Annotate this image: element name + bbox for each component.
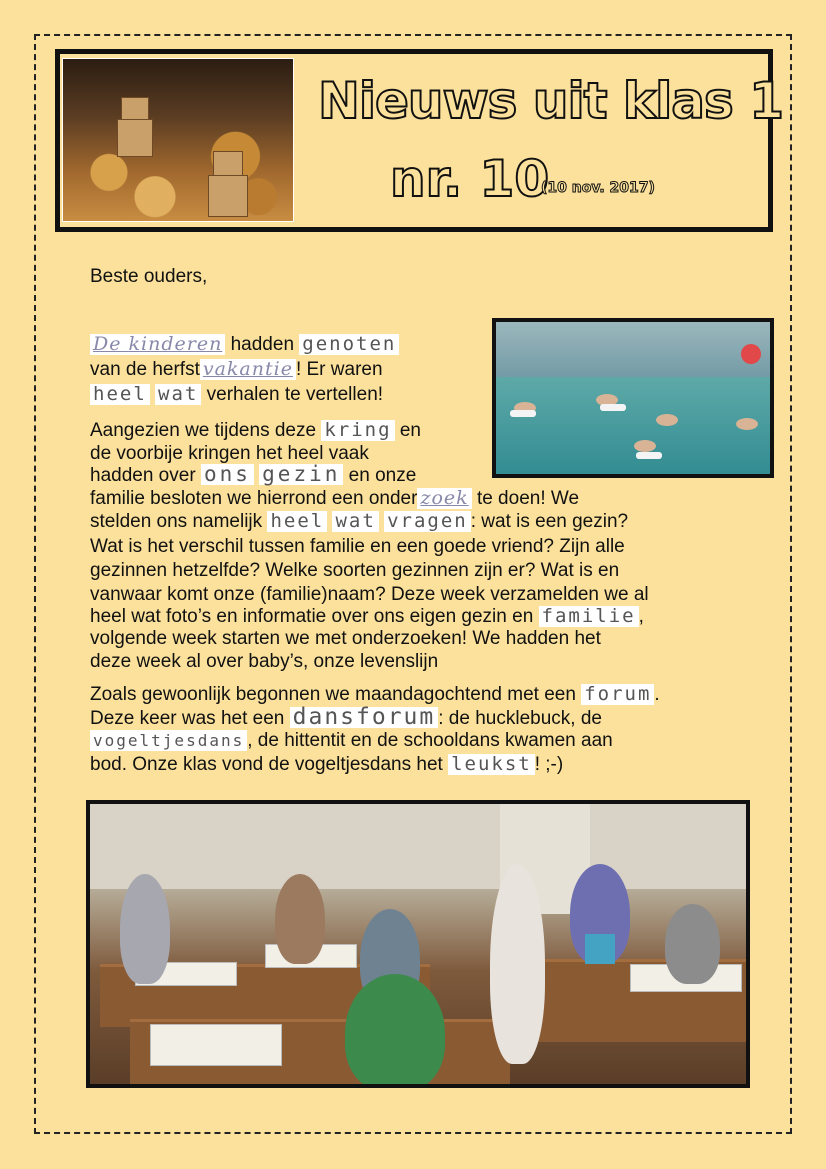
- word-chip: ons: [201, 464, 254, 485]
- text-run: en onze: [348, 465, 417, 486]
- swim-board: [600, 404, 626, 411]
- swim-board: [636, 452, 662, 459]
- paragraph-line: Wat is het verschil tussen familie en een goede vriend? Zijn alle: [90, 536, 625, 557]
- word-chip: forum: [581, 684, 654, 705]
- paragraph-line: [90, 511, 628, 532]
- paragraph-line: [90, 754, 563, 775]
- text-run: , de hittentit en de schooldans kwamen aan: [247, 730, 613, 751]
- word-chip: kring: [321, 420, 394, 441]
- text-run: Zoals gewoonlijk begonnen we maandagochtend met een: [90, 684, 576, 705]
- classroom-photo: [86, 800, 750, 1088]
- newsletter-title: Nieuws uit klas 1: [318, 72, 783, 130]
- word-chip: leukst: [448, 754, 535, 775]
- paragraph-line: gezinnen hetzelfde? Welke soorten gezinnen zijn er? Wat is en: [90, 560, 620, 581]
- text-run: bod. Onze klas vond de vogeltjesdans het: [90, 754, 443, 775]
- paragraph-line: vanwaar komt onze (familie)naam? Deze week verzamelden we al: [90, 584, 649, 605]
- child: [275, 874, 325, 964]
- swimmer: [634, 440, 656, 452]
- word-chip: wat: [332, 511, 378, 532]
- word-chip: gezin: [259, 464, 343, 485]
- paragraph-line: de voorbije kringen het heel vaak: [90, 443, 369, 464]
- paragraph-line: [90, 684, 660, 705]
- text-run: : de hucklebuck, de: [438, 708, 602, 729]
- swimmer: [736, 418, 758, 430]
- word-chip: vragen: [384, 511, 471, 532]
- text-run: van de herfst: [90, 359, 200, 380]
- word-chip: dansforum: [290, 707, 439, 728]
- robot-figure-body: [117, 119, 153, 157]
- greeting: Beste ouders,: [90, 266, 208, 287]
- paragraph-line: [90, 420, 421, 441]
- text-run: .: [654, 684, 660, 705]
- child: [120, 874, 170, 984]
- paragraph-line: [90, 606, 644, 627]
- text-run: ! Er waren: [295, 359, 383, 380]
- paragraph-line: [90, 384, 383, 405]
- child: [665, 904, 720, 984]
- issue-number: nr. 10: [390, 150, 550, 208]
- robot-figure-head: [121, 97, 149, 121]
- paragraph-line: deze week al over baby’s, onze levenslijn: [90, 651, 439, 672]
- word-chip: familie: [539, 606, 639, 627]
- paragraph-line: [90, 359, 383, 380]
- word-chip: heel: [267, 511, 327, 532]
- paragraph-line: volgende week starten we met onderzoeken! We hadden het: [90, 628, 601, 649]
- text-run: ! ;-): [534, 754, 564, 775]
- classroom-wall: [90, 804, 746, 889]
- text-run: stelden ons namelijk: [90, 511, 263, 532]
- paragraph-line: [90, 334, 399, 355]
- pool-water: [496, 377, 770, 478]
- text-run: en: [399, 420, 421, 441]
- text-run: hadden: [230, 334, 295, 355]
- word-chip: De kinderen: [90, 334, 225, 355]
- text-run: Deze keer was het een: [90, 708, 285, 729]
- word-chip: vakantie: [200, 359, 296, 380]
- paragraph-line: [90, 730, 613, 751]
- drawing-paper: [150, 1024, 282, 1066]
- folder-stand: [585, 934, 615, 964]
- paragraph-line: [90, 488, 579, 509]
- text-run: heel wat foto’s en informatie over ons eigen gezin en: [90, 606, 534, 627]
- text-run: verhalen te vertellen!: [206, 384, 384, 405]
- child: [490, 864, 545, 1064]
- robot-figure-head: [213, 151, 243, 177]
- text-run: ,: [638, 606, 644, 627]
- issue-date: (10 nov. 2017): [541, 180, 655, 196]
- text-run: hadden over: [90, 465, 196, 486]
- swimmer: [656, 414, 678, 426]
- word-chip: vogeltjesdans: [90, 730, 247, 751]
- child: [345, 974, 445, 1088]
- autumn-leaves-photo: [62, 58, 294, 222]
- swimming-pool-photo: [492, 318, 774, 478]
- robot-figure-body: [208, 175, 248, 217]
- float-ring: [741, 344, 761, 364]
- word-chip: zoek: [417, 488, 471, 509]
- word-chip: wat: [155, 384, 201, 405]
- text-run: Aangezien we tijdens deze: [90, 420, 317, 441]
- word-chip: genoten: [299, 334, 399, 355]
- text-run: : wat is een gezin?: [470, 511, 629, 532]
- paragraph-line: [90, 704, 602, 730]
- word-chip: heel: [90, 384, 150, 405]
- paragraph-line: [90, 464, 416, 486]
- text-run: te doen! We: [476, 488, 580, 509]
- swim-board: [510, 410, 536, 417]
- text-run: familie besloten we hierrond een onder: [90, 488, 418, 509]
